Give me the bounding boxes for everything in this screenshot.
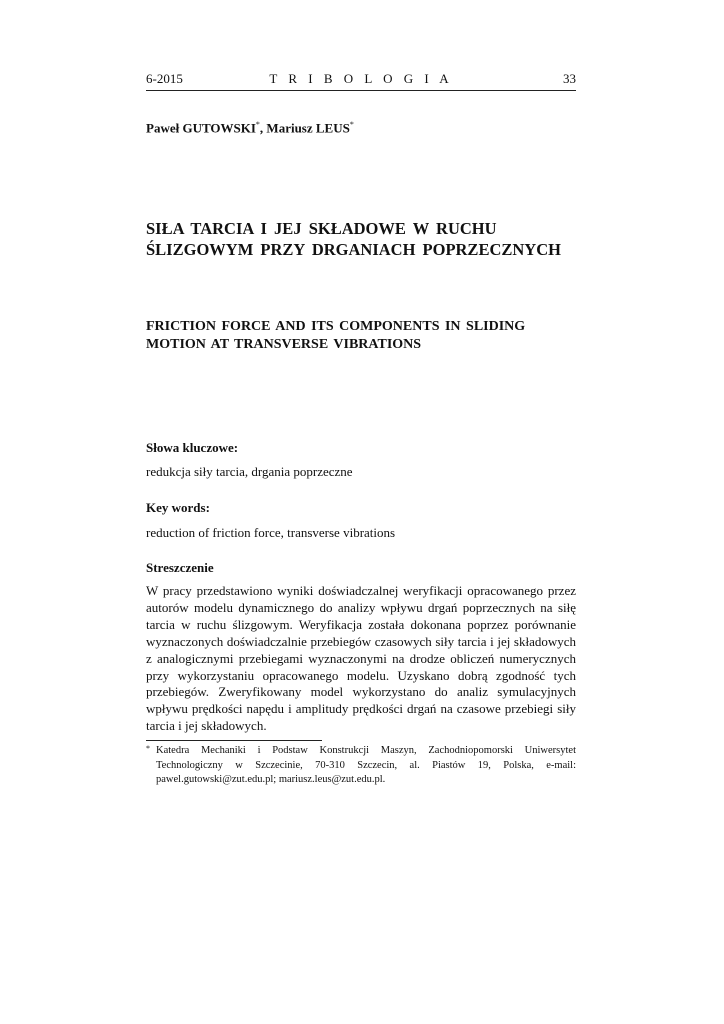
keywords-en-label: Key words: [146, 500, 210, 515]
journal-name: T R I B O L O G I A [269, 71, 453, 86]
author-2: Mariusz LEUS [266, 120, 350, 136]
running-header [146, 68, 576, 91]
keywords-pl-label: Słowa kluczowe: [146, 440, 239, 455]
title-english-line-1: FRICTION FORCE AND ITS COMPONENTS IN SLIDING [146, 319, 526, 334]
footnote [146, 744, 576, 788]
title-polish-line-1: SIŁA TARCIA I JEJ SKŁADOWE W RUCHU [146, 219, 497, 238]
footnote-divider [146, 740, 322, 741]
abstract-label: Streszczenie [146, 560, 214, 575]
keywords-pl-text: redukcja siły tarcia, drgania poprzeczne [146, 464, 353, 479]
page-number: 33 [563, 71, 576, 86]
authors-line [146, 120, 354, 136]
footnote-mark: * [146, 744, 150, 753]
issue-number: 6-2015 [146, 71, 183, 86]
footnote-text: Katedra Mechaniki i Podstaw Konstrukcji Maszyn, Zachodniopomorski Uniwersytet Technologiczny w Szczecinie, 70-310 Szczecin, al. Piastów 19, Polska, e-mail: pawel.gutowski@zut.edu.pl; mariusz.leus@zut.edu.pl. [156, 745, 576, 785]
keywords-en-text: reduction of friction force, transverse vibrations [146, 525, 396, 540]
author-2-footnote-mark: * [349, 120, 354, 129]
author-1-footnote-mark: * [255, 120, 260, 129]
author-separator: , [259, 120, 267, 136]
title-polish-line-2: ŚLIZGOWYM PRZY DRGANIACH POPRZECZNYCH [146, 240, 561, 259]
title-english [146, 318, 586, 354]
author-1: Paweł GUTOWSKI [146, 120, 256, 136]
title-english-line-2: MOTION AT TRANSVERSE VIBRATIONS [146, 337, 422, 352]
abstract-body: W pracy przedstawiono wyniki doświadczalnej weryfikacji opracowanego przez autorów modelu dynamicznego do analizy wpływu drgań poprzecznych na siłę tarcia w ruchu ślizgowym. Weryfikacja została dokonana poprzez porównanie wyznaczonych doświadczalnie przebiegów czasowych siły tarcia i jej składowych z analogicznymi przebiegami wyznaczonymi na drodze obliczeń numerycznych przy wykorzystaniu opracowanego modelu. Uzyskano dobrą zgodność tych przebiegów. Zweryfikowany model wykorzystano do analiz symulacyjnych wpływu prędkości napędu i amplitudy prędkości drgań na czasowe przebiegi siły tarcia i jej składowych. [146, 583, 576, 734]
title-polish [146, 218, 586, 260]
